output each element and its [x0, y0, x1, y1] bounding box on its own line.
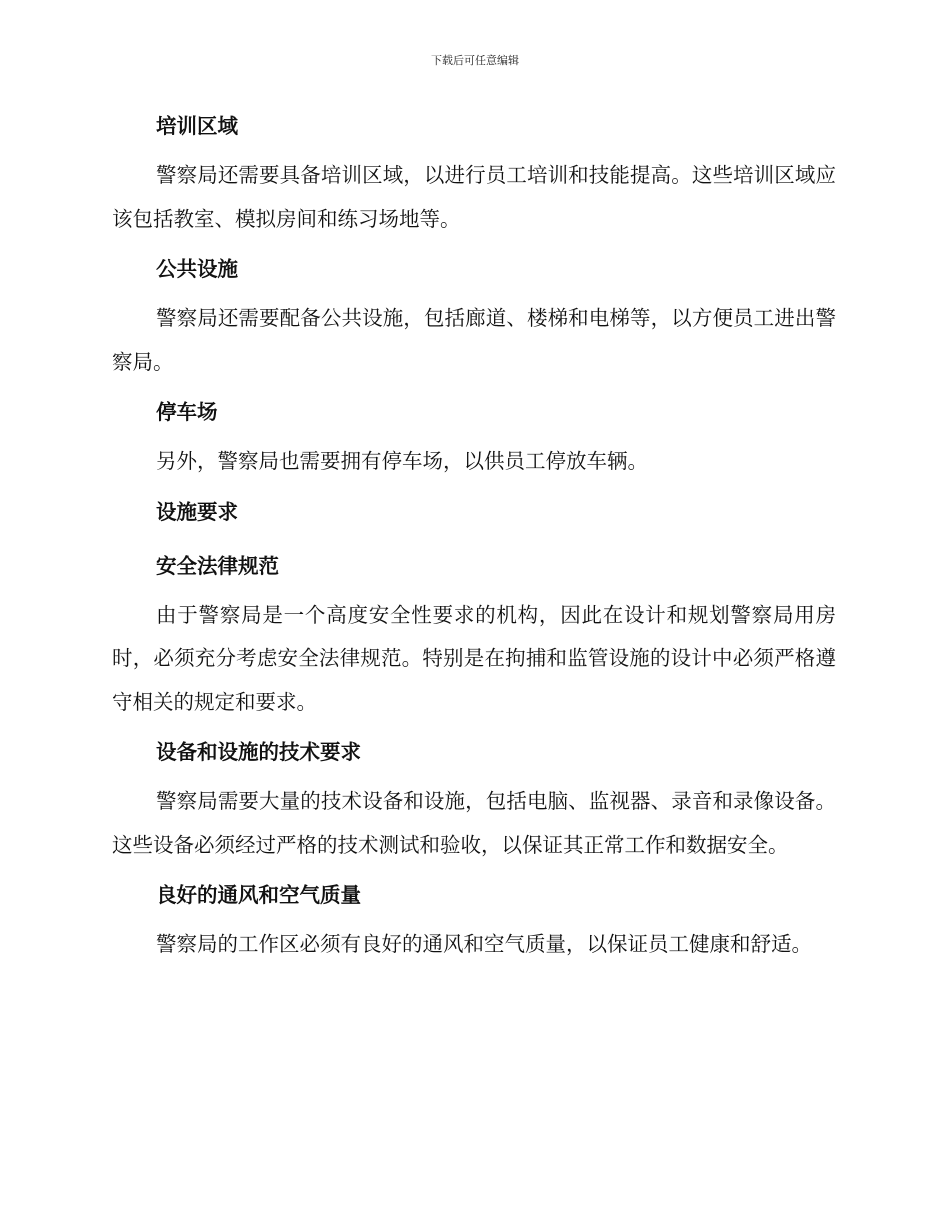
section-paragraph-training-area: 警察局还需要具备培训区域，以进行员工培训和技能提高。这些培训区域应该包括教室、模拟房间和练习场地等。 [112, 163, 836, 231]
section-heading-safety-law: 安全法律规范 [156, 553, 279, 578]
section-heading-training-area: 培训区域 [156, 114, 238, 138]
section-heading-parking: 停车场 [156, 400, 218, 424]
section-heading-public-facilities: 公共设施 [156, 257, 238, 281]
section-paragraph-safety-law: 由于警察局是一个高度安全性要求的机构，因此在设计和规划警察局用房时，必须充分考虑安全法律规范。特别是在拘捕和监管设施的设计中必须严格遵守相关的规定和要求。 [112, 602, 836, 714]
section-paragraph-technical-requirements: 警察局需要大量的技术设备和设施，包括电脑、监视器、录音和录像设备。这些设备必须经过严格的技术测试和验收，以保证其正常工作和数据安全。 [112, 789, 836, 857]
section-heading-ventilation: 良好的通风和空气质量 [156, 883, 361, 907]
page-header: 下载后可任意编辑 [431, 54, 519, 67]
document-body [112, 110, 836, 967]
section-heading-technical-requirements: 设备和设施的技术要求 [156, 740, 361, 764]
section-heading-facility-requirements: 设施要求 [156, 499, 238, 524]
section-paragraph-public-facilities: 警察局还需要配备公共设施，包括廊道、楼梯和电梯等，以方便员工进出警察局。 [112, 306, 836, 374]
section-paragraph-ventilation: 警察局的工作区必须有良好的通风和空气质量，以保证员工健康和舒适。 [156, 932, 812, 956]
section-paragraph-parking: 另外，警察局也需要拥有停车场，以供员工停放车辆。 [156, 449, 648, 473]
